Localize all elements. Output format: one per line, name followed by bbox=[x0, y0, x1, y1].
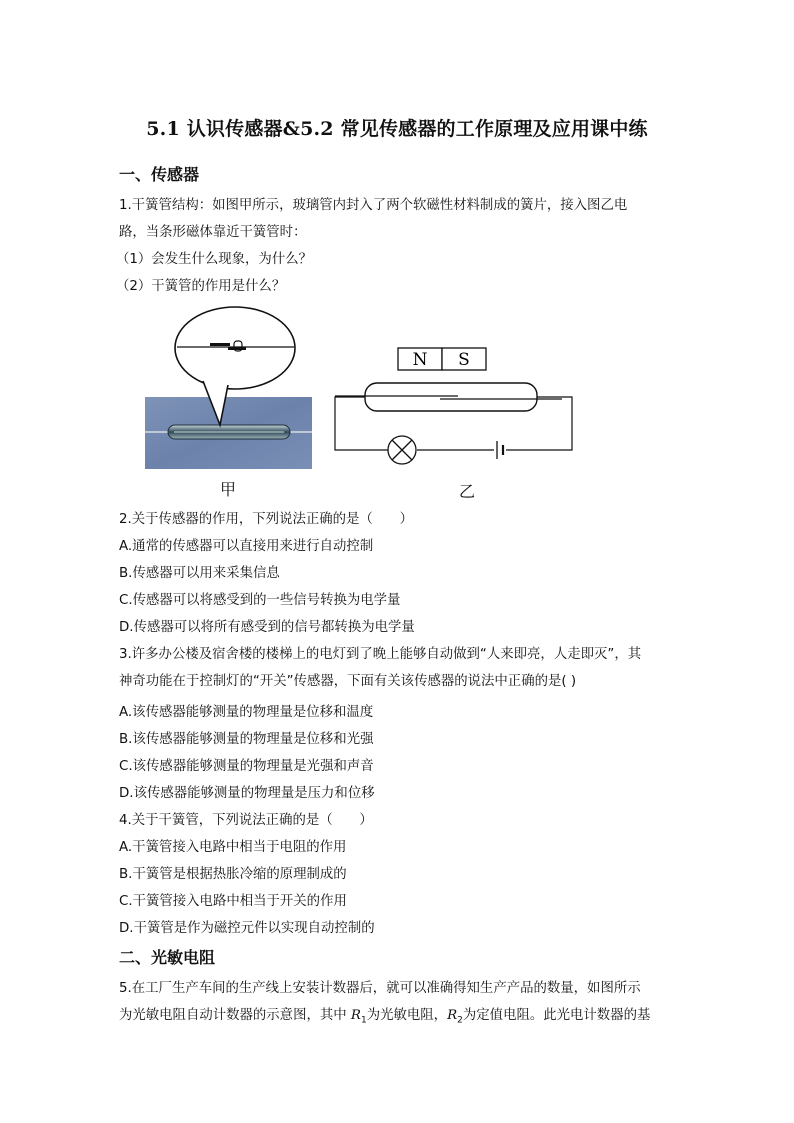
q5-text-c: 为定值电阻。此光电计数器的基 bbox=[462, 1008, 651, 1023]
q3-line1: 3.许多办公楼及宿舍楼的楼梯上的电灯到了晚上能够自动做到“人来即亮，人走即灭”，其 bbox=[119, 647, 642, 662]
r1-subscript: 1 bbox=[361, 1015, 367, 1026]
q2-option-a: A.通常的传感器可以直接用来进行自动控制 bbox=[119, 539, 374, 554]
r1-symbol: R bbox=[350, 1008, 361, 1023]
q5-text-b: 为光敏电阻， bbox=[366, 1008, 448, 1023]
reed-switch-photo bbox=[145, 397, 312, 469]
magnet-n-label: N bbox=[412, 350, 428, 370]
reed-tube bbox=[365, 383, 537, 411]
q4-option-d: D.干簧管是作为磁控元件以实现自动控制的 bbox=[119, 921, 375, 936]
section-heading-sensors: 一、传感器 bbox=[119, 165, 200, 184]
q4-stem: 4.关于干簧管，下列说法正确的是（ ） bbox=[119, 813, 373, 828]
q3-option-b: B.该传感器能够测量的物理量是位移和光强 bbox=[119, 732, 374, 747]
q2-option-b: B.传感器可以用来采集信息 bbox=[119, 566, 280, 581]
reed-switch-figure bbox=[140, 305, 600, 505]
q2-option-d: D.传感器可以将所有感受到的信号都转换为电学量 bbox=[119, 620, 415, 635]
q3-option-a: A.该传感器能够测量的物理量是位移和温度 bbox=[119, 705, 374, 720]
battery-symbol bbox=[494, 438, 506, 462]
q1-line2: 路，当条形磁体靠近干簧管时： bbox=[119, 225, 307, 240]
lamp-symbol bbox=[388, 436, 416, 464]
q1-sub2: （2）干簧管的作用是什么？ bbox=[116, 279, 286, 294]
figure-drawing bbox=[140, 305, 600, 505]
section-heading-photoresistor: 二、光敏电阻 bbox=[119, 948, 216, 967]
q1-sub1: （1）会发生什么现象，为什么？ bbox=[116, 252, 312, 267]
q3-line2: 神奇功能在于控制灯的“开关”传感器，下面有关该传感器的说法中正确的是( ) bbox=[119, 674, 577, 689]
q4-option-c: C.干簧管接入电路中相当于开关的作用 bbox=[119, 894, 347, 909]
r2-symbol: R bbox=[447, 1008, 458, 1023]
r2-subscript: 2 bbox=[457, 1015, 463, 1026]
reed-switch-circuit bbox=[335, 348, 572, 464]
q3-option-d: D.该传感器能够测量的物理量是压力和位移 bbox=[119, 786, 375, 801]
q4-option-b: B.干簧管是根据热胀冷缩的原理制成的 bbox=[119, 867, 347, 882]
magnet-s-label: S bbox=[458, 350, 470, 370]
figure-label-yi: 乙 bbox=[459, 482, 476, 501]
q2-option-c: C.传感器可以将感受到的一些信号转换为电学量 bbox=[119, 593, 401, 608]
page-title: 5.1 认识传感器&5.2 常见传感器的工作原理及应用课中练 bbox=[146, 118, 648, 140]
figure-label-jia: 甲 bbox=[220, 480, 237, 499]
q5-line2 bbox=[119, 1004, 650, 1026]
q1-line1: 1.干簧管结构：如图甲所示，玻璃管内封入了两个软磁性材料制成的簧片，接入图乙电 bbox=[119, 198, 628, 213]
q3-option-c: C.该传感器能够测量的物理量是光强和声音 bbox=[119, 759, 374, 774]
q2-stem: 2.关于传感器的作用，下列说法正确的是（ ） bbox=[119, 512, 413, 527]
q5-text-a: 为光敏电阻自动计数器的示意图，其中 bbox=[119, 1008, 351, 1023]
q5-line1: 5.在工厂生产车间的生产线上安装计数器后，就可以准确得知生产产品的数量，如图所示 bbox=[119, 981, 641, 996]
q4-option-a: A.干簧管接入电路中相当于电阻的作用 bbox=[119, 840, 347, 855]
